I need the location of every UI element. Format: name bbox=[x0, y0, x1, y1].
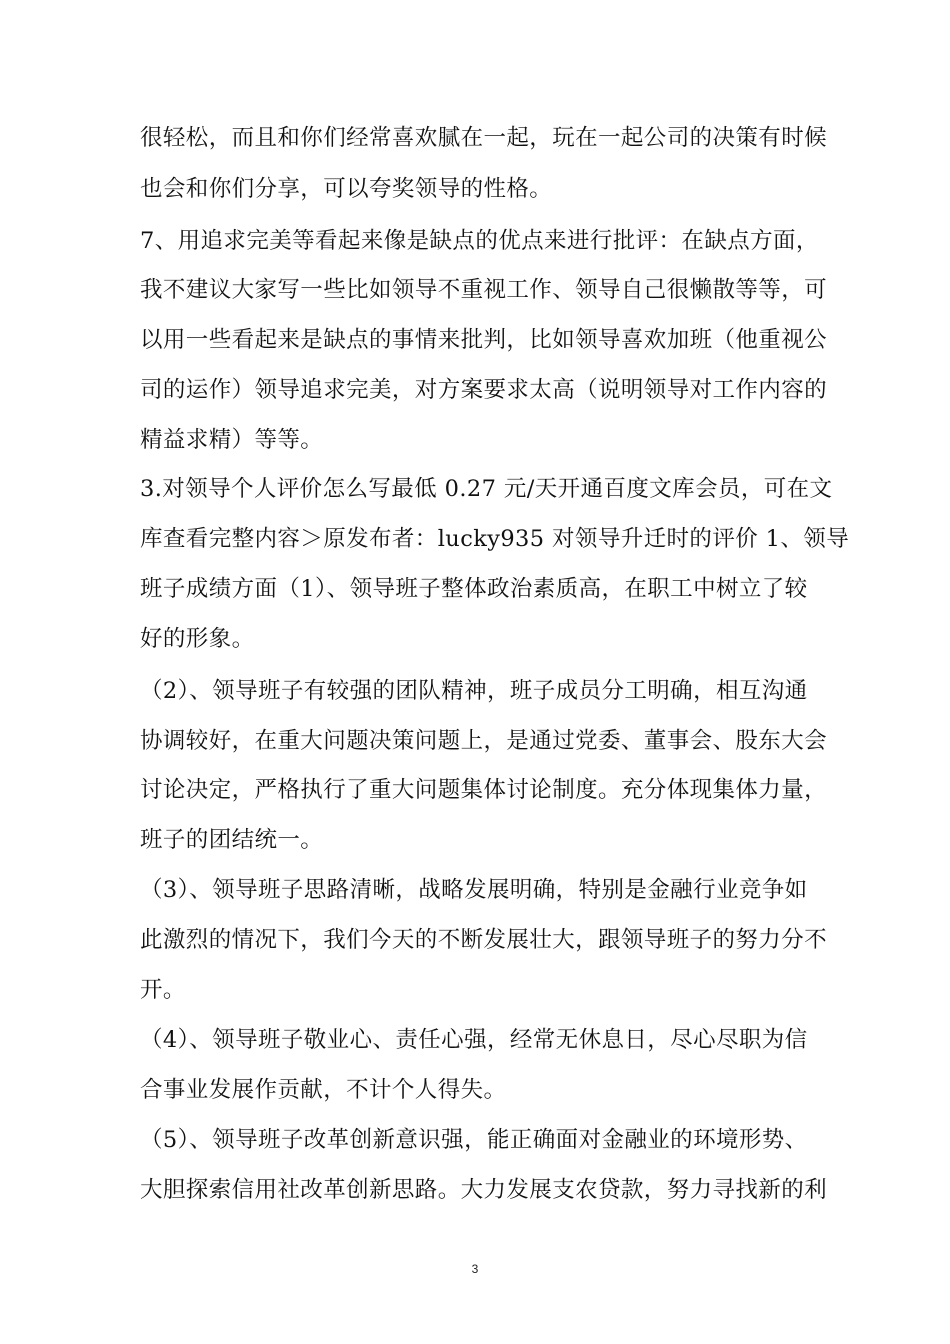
text-line: 大胆探索信用社改革创新思路。大力发展支农贷款，努力寻找新的利 bbox=[140, 1177, 828, 1203]
text-line: 讨论决定，严格执行了重大问题集体讨论制度。充分体现集体力量， bbox=[140, 777, 828, 803]
text-line: 好的形象。 bbox=[140, 626, 255, 652]
text-line: 合事业发展作贡献，不计个人得失。 bbox=[140, 1077, 507, 1103]
text-line: 很轻松，而且和你们经常喜欢腻在一起，玩在一起公司的决策有时候 bbox=[140, 125, 828, 151]
text-line: 3.对领导个人评价怎么写最低 0.27 元/天开通百度文库会员，可在文 bbox=[140, 476, 833, 502]
text-line: 协调较好，在重大问题决策问题上，是通过党委、董事会、股东大会 bbox=[140, 728, 828, 754]
text-line: 我不建议大家写一些比如领导不重视工作、领导自己很懒散等等，可 bbox=[140, 277, 828, 303]
text-line: 以用一些看起来是缺点的事情来批判，比如领导喜欢加班（他重视公 bbox=[140, 327, 828, 353]
text-line: （3）、领导班子思路清晰，战略发展明确，特别是金融行业竞争如 bbox=[140, 877, 808, 903]
text-line: 精益求精）等等。 bbox=[140, 427, 324, 453]
page-number: 3 bbox=[471, 1262, 479, 1276]
text-line: 开。 bbox=[140, 977, 186, 1003]
text-line: 也会和你们分享，可以夸奖领导的性格。 bbox=[140, 176, 553, 202]
text-line: （4）、领导班子敬业心、责任心强，经常无休息日，尽心尽职为信 bbox=[140, 1027, 808, 1053]
text-line: 班子成绩方面（1）、领导班子整体政治素质高，在职工中树立了较 bbox=[140, 576, 808, 602]
text-line: 司的运作）领导追求完美，对方案要求太高（说明领导对工作内容的 bbox=[140, 377, 828, 403]
text-line: （5）、领导班子改革创新意识强，能正确面对金融业的环境形势、 bbox=[140, 1127, 808, 1153]
text-line: 班子的团结统一。 bbox=[140, 827, 324, 853]
text-line: 此激烈的情况下，我们今天的不断发展壮大，跟领导班子的努力分不 bbox=[140, 927, 828, 953]
text-line: 7、用追求完美等看起来像是缺点的优点来进行批评：在缺点方面， bbox=[140, 228, 819, 254]
text-line: （2）、领导班子有较强的团队精神，班子成员分工明确，相互沟通 bbox=[140, 678, 808, 704]
text-line: 库查看完整内容＞原发布者：lucky935 对领导升迁时的评价 1、领导 bbox=[140, 526, 850, 552]
